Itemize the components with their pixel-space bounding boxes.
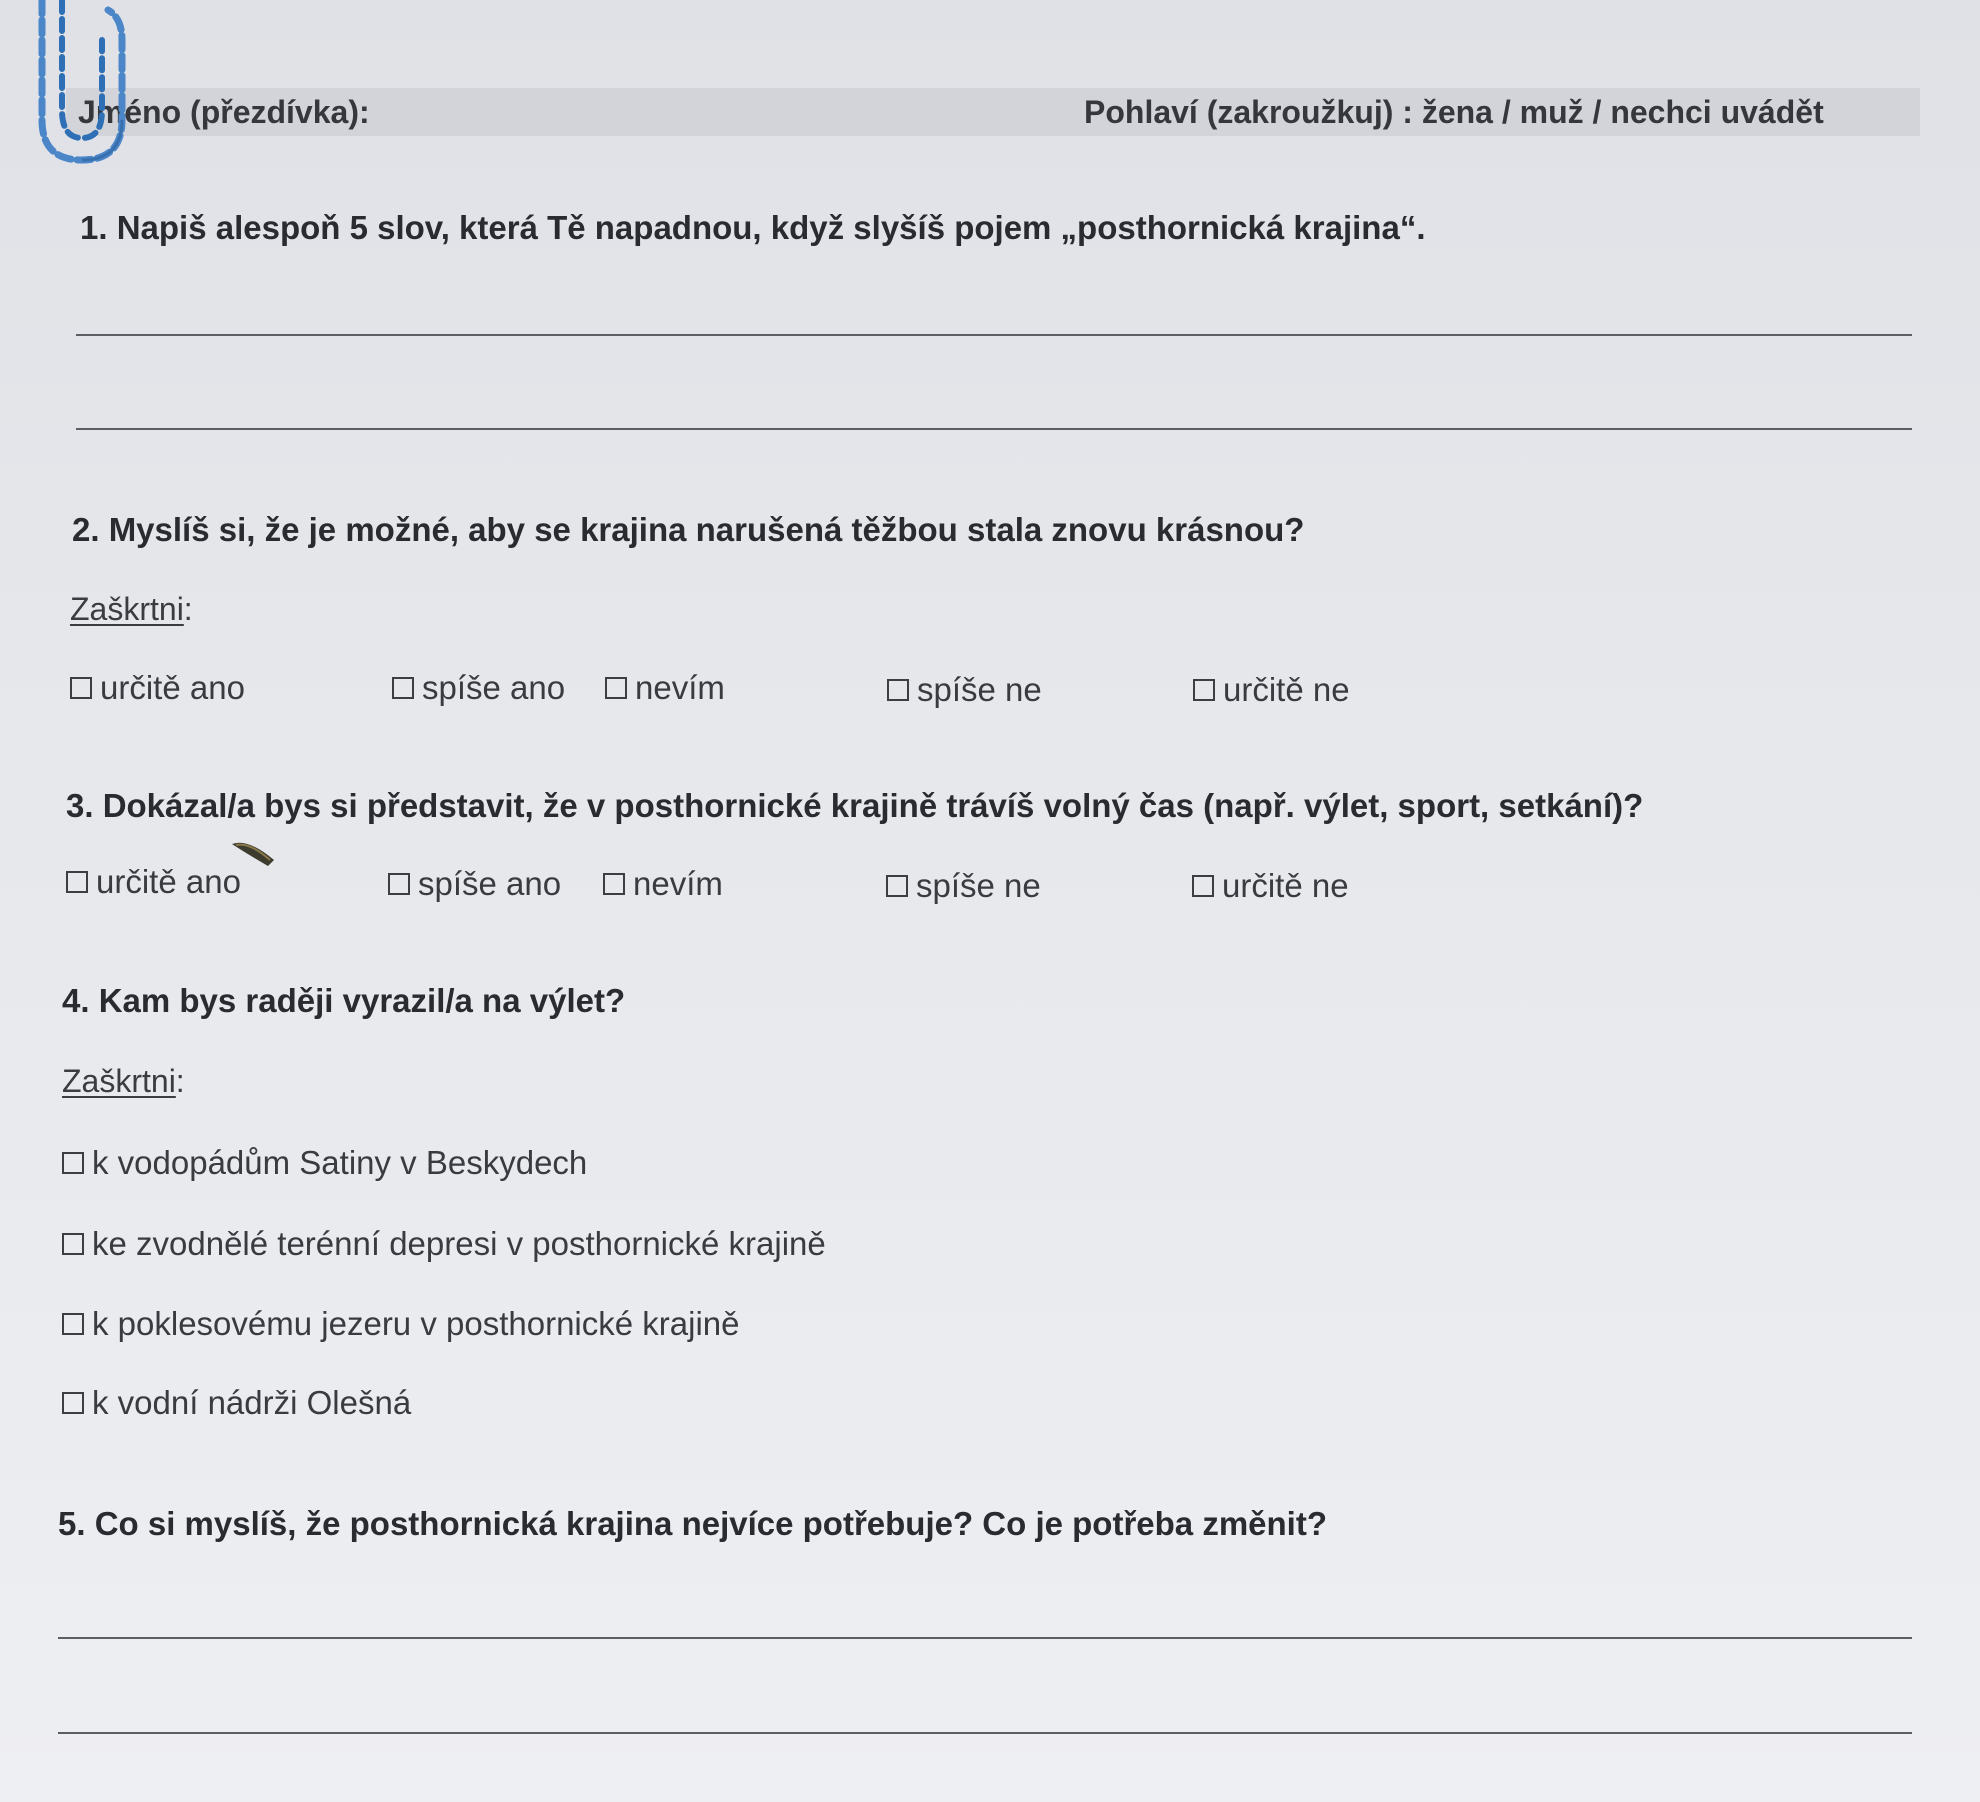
option-label: k vodopádům Satiny v Beskydech xyxy=(92,1144,588,1181)
question-2-instruction xyxy=(70,587,193,631)
q4-option-4[interactable] xyxy=(62,1381,411,1425)
checkbox[interactable] xyxy=(70,677,92,699)
option-label: spíše ne xyxy=(916,867,1041,904)
paperclip-icon xyxy=(30,0,140,175)
checkbox[interactable] xyxy=(887,679,909,701)
question-3-title: 3. Dokázal/a bys si představit, že v posthornické krajině trávíš volný čas (např. výlet, sport, setkání)? xyxy=(66,787,1644,824)
gender-field-label: Pohlaví (zakroužkuj) : žena / muž / nechci uvádět xyxy=(1084,94,1824,130)
q2-option-3[interactable] xyxy=(605,666,725,710)
answer-line-q5-2[interactable] xyxy=(58,1732,1912,1734)
option-label: nevím xyxy=(633,865,723,902)
q3-option-4[interactable] xyxy=(886,864,1041,908)
name-field-label: Jméno (přezdívka): xyxy=(78,94,370,130)
option-label: určitě ano xyxy=(96,863,241,900)
q4-option-2[interactable] xyxy=(62,1222,826,1266)
checkbox[interactable] xyxy=(1193,679,1215,701)
q3-option-3[interactable] xyxy=(603,862,723,906)
question-2-title: 2. Myslíš si, že je možné, aby se krajina narušená těžbou stala znovu krásnou? xyxy=(72,511,1305,548)
checkbox[interactable] xyxy=(62,1392,84,1414)
question-5-title: 5. Co si myslíš, že posthornická krajina nejvíce potřebuje? Co je potřeba změnit? xyxy=(58,1505,1328,1542)
checkbox[interactable] xyxy=(62,1152,84,1174)
checkbox[interactable] xyxy=(392,677,414,699)
option-label: určitě ano xyxy=(100,669,245,706)
question-4-title: 4. Kam bys raději vyrazil/a na výlet? xyxy=(62,982,626,1019)
q4-option-1[interactable] xyxy=(62,1141,587,1185)
option-label: k vodní nádrži Olešná xyxy=(92,1384,412,1421)
instruction-text: Zaškrtni xyxy=(70,591,184,627)
question-4-instruction xyxy=(62,1059,185,1103)
option-label: k poklesovému jezeru v posthornické krajině xyxy=(92,1305,740,1342)
checkbox[interactable] xyxy=(62,1233,84,1255)
pen-nib-icon xyxy=(228,838,280,870)
option-label: určitě ne xyxy=(1222,867,1349,904)
checkbox[interactable] xyxy=(388,873,410,895)
checkbox[interactable] xyxy=(605,677,627,699)
instruction-text: Zaškrtni xyxy=(62,1063,176,1099)
option-label: spíše ne xyxy=(917,671,1042,708)
option-label: spíše ano xyxy=(422,669,566,706)
answer-line-q1-2[interactable] xyxy=(76,428,1912,430)
answer-line-q5-1[interactable] xyxy=(58,1637,1912,1639)
q2-option-2[interactable] xyxy=(392,666,565,710)
option-label: spíše ano xyxy=(418,865,562,902)
q3-option-2[interactable] xyxy=(388,862,561,906)
question-1-title: 1. Napiš alespoň 5 slov, která Tě napadnou, když slyšíš pojem „posthornická krajina“. xyxy=(80,209,1426,246)
q3-option-5[interactable] xyxy=(1192,864,1349,908)
option-label: ke zvodnělé terénní depresi v posthornické krajině xyxy=(92,1225,826,1262)
checkbox[interactable] xyxy=(62,1313,84,1335)
checkbox[interactable] xyxy=(1192,875,1214,897)
q2-option-5[interactable] xyxy=(1193,668,1350,712)
option-label: určitě ne xyxy=(1223,671,1350,708)
q4-option-3[interactable] xyxy=(62,1302,739,1346)
checkbox[interactable] xyxy=(603,873,625,895)
instruction-colon: : xyxy=(183,591,193,627)
answer-line-q1-1[interactable] xyxy=(76,334,1912,336)
checkbox[interactable] xyxy=(66,871,88,893)
instruction-colon: : xyxy=(175,1063,185,1099)
q2-option-1[interactable] xyxy=(70,666,245,710)
q2-option-4[interactable] xyxy=(887,668,1042,712)
q3-option-1[interactable] xyxy=(66,860,241,904)
checkbox[interactable] xyxy=(886,875,908,897)
option-label: nevím xyxy=(635,669,725,706)
